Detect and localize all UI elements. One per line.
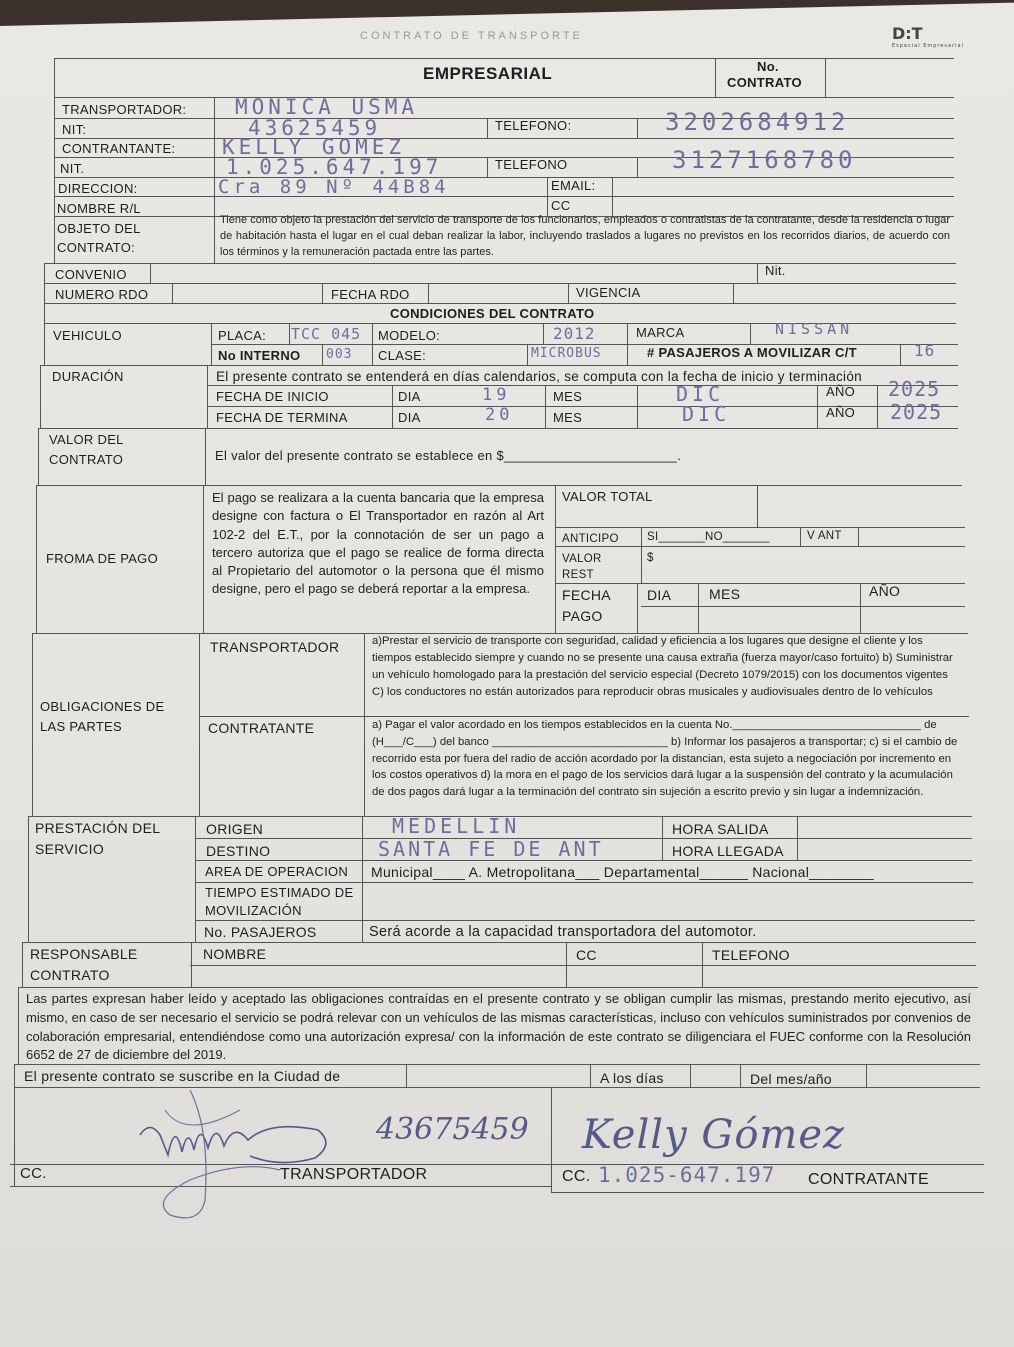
convenio-label: CONVENIO [55,267,127,282]
inicio-ano-value: 2025 [888,377,941,401]
obligaciones-transportador-text: a)Prestar el servicio de transporte con seguridad, calidad y eficiencia a los lugares que designe el cliente y los tiempos establecido siempre y cuando no se presente una causa extraña (fuerza mayor/caso fortuito) b) Suministrar un vehículo homologado para la prestación del servicio especial (Decreto 1079/2015) con los documentos vigentes C) los conductores no están autorizados para reproducir obras musicales y audiovisuales dentro de lo vehículos [372,635,953,698]
contract-number-label: No. [757,59,779,74]
valor-rest-label: VALOR [562,553,602,565]
form-title: EMPRESARIAL [423,64,553,83]
placa-value: TCC 045 [291,325,362,343]
valor-label-2: CONTRATO [49,452,124,467]
termina-ano-label: AÑO [826,405,856,420]
fecha-pago-label-2: PAGO [562,608,603,624]
obligaciones-label: OBLIGACIONES DE [40,699,165,714]
nombre-rl-label: NOMBRE R/L [57,201,141,216]
transportador-id-number: 43675459 [376,1112,529,1147]
modelo-value: 2012 [553,324,596,343]
modelo-label: MODELO: [378,328,441,343]
company-logo: D:T Especial Empresarial [892,24,964,49]
pago-ano-label: AÑO [869,583,901,599]
nit2-value: 1.025.647.197 [226,155,443,179]
fecha-termina-label: FECHA DE TERMINA [216,410,348,425]
cc-left-label: CC. [20,1165,47,1182]
pago-dia-label: DIA [647,587,672,603]
telefono2-value: 3127168780 [672,146,857,174]
contratante-value: KELLY GOMEZ [222,135,406,159]
table-background [0,0,1014,26]
pasajeros-movilizar-value: 16 [914,341,936,360]
contratante-sign-label: CONTRATANTE [808,1171,929,1188]
termina-dia-label: DIA [398,410,421,425]
faint-document-title: CONTRATO DE TRANSPORTE [360,30,583,42]
duracion-text: El presente contrato se entenderá en días calendarios, se computa con la fecha de inicio y terminación [216,369,862,384]
area-operacion-options: Municipal____ A. Metropolitana___ Departamental______ Nacional________ [371,864,874,880]
telefono2-label: TELEFONO [495,157,568,172]
closing-text: Las partes expresan haber leído y aceptado las obligaciones contraídas en el presente contrato y se obligan cumplir las mismas, prestando merito ejecutivo, así mismo, en caso de ser necesario el servicio se podrá relevar con un vehículos de las mismas características, incluso con vehículos suministrados por convenios de colaboración empresarial, entendiéndose como una autorización expresa/ con la información de este contrato se diligenciara el FUEC conforme con la Resolución 6652 de 27 de diciembre del 2019. [26,991,971,1063]
inicio-mes-value: DIC [676,382,725,406]
transportador-signature [130,1080,350,1230]
valor-text: El valor del presente contrato se establece en $_______________________. [215,448,682,463]
nit3-label: Nit. [765,263,786,278]
anticipo-no: NO_______ [705,531,770,543]
anticipo-label: ANTICIPO [562,533,619,545]
termina-mes-label: MES [553,410,583,425]
valor-rest-label-2: REST [562,569,594,581]
forma-pago-text: El pago se realizara a la cuenta bancaria que la empresa designe con factura o El Transportador en razón al Art 102-2 del E.T., por la connotación de ser un pago a tercero autoriza que el pago se realice de forma directa al Propietario del automotor o la persona que él mismo designe, pero el pago se deberá reportar a la empresa. [212,490,544,597]
area-operacion-label: AREA DE OPERACION [205,864,349,879]
destino-label: DESTINO [206,843,271,859]
contratante-id-number: 1.025-647.197 [598,1163,776,1187]
no-pasajeros-label: No. PASAJEROS [204,924,317,940]
responsable-telefono-label: TELEFONO [712,947,790,963]
obligaciones-contratante-text: a) Pagar el valor acordado en los tiempos establecidos en la cuenta No.______________________________ de (H___/C___) del banco ____________________________ b) Informar los pasajeros a transportar; c) si el cambio de recorrido esta por fuera del radio de acción acordado por la distancian, esta sujeto a negociación por incremento en los costos operativos d) la mora en el pago de los servicios dará lugar a la suspensión del contrato y la acumulación de dos pagos dará lugar a la terminación del contrato sin sujeción a escrito previo y sin lugar a indemnización. [372,719,958,799]
marca-label: MARCA [636,325,685,340]
placa-label: PLACA: [218,328,267,343]
inicio-mes-label: MES [553,389,583,404]
obligaciones-contratante-label: CONTRATANTE [208,720,315,736]
direccion-value: Cra 89 Nº 44B84 [218,176,450,198]
valor-total-label: VALOR TOTAL [562,489,653,504]
objeto-label: OBJETO DEL [57,221,141,236]
pasajeros-movilizar-label: # PASAJEROS A MOVILIZAR C/T [647,345,857,360]
nit-value: 43625459 [248,116,382,140]
vehiculo-label: VEHICULO [53,328,122,343]
condiciones-heading: CONDICIONES DEL CONTRATO [390,306,595,321]
prestacion-label-2: SERVICIO [35,841,105,857]
clase-label: CLASE: [378,348,427,363]
email-label: EMAIL: [551,178,596,193]
transportador-label: TRANSPORTADOR: [62,102,187,117]
inicio-ano-label: AÑO [826,384,856,399]
marca-value: NISSAN [775,320,854,338]
clase-value: MICROBUS [531,346,602,361]
anticipo-si: SI_______ [647,531,706,543]
fecha-rdo-label: FECHA RDO [331,287,410,302]
termina-ano-value: 2025 [890,400,943,424]
responsable-cc-label: CC [576,947,597,963]
forma-pago-label: FROMA DE PAGO [46,551,159,566]
objeto-label-2: CONTRATO: [57,240,136,255]
contratante-signature: Kelly Gómez [582,1112,846,1158]
no-pasajeros-text: Será acorde a la capacidad transportadora del automotor. [369,924,757,940]
interno-label: No INTERNO [218,348,301,363]
numero-rdo-label: NUMERO RDO [55,287,149,302]
v-ant-label: V ANT [807,530,842,542]
telefono-label: TELEFONO: [495,118,572,133]
nit-label: NIT: [62,122,87,137]
inicio-dia-label: DIA [398,389,421,404]
cc-right-label: CC. [562,1168,591,1185]
inicio-dia-value: 19 [482,385,511,405]
nit2-label: NIT. [60,161,85,176]
dias-label: A los días [600,1070,664,1086]
tiempo-estimado-label: TIEMPO ESTIMADO DE [205,885,354,900]
destino-value: SANTA FE DE ANT [378,837,604,861]
mes-ano-label: Del mes/año [750,1071,832,1087]
hora-llegada-label: HORA LLEGADA [672,843,784,859]
telefono-value: 3202684912 [665,108,850,136]
obligaciones-transportador-label: TRANSPORTADOR [210,639,340,655]
vigencia-label: VIGENCIA [576,285,641,300]
cc-label: CC [551,198,571,213]
contratante-label: CONTRANTANTE: [62,141,176,156]
obligaciones-label-2: LAS PARTES [40,719,122,734]
ciudad-label: El presente contrato se suscribe en la Ciudad de [24,1068,341,1084]
responsable-label-2: CONTRATO [30,967,110,983]
origen-value: MEDELLIN [392,814,521,838]
direccion-label: DIRECCION: [58,181,138,196]
pago-mes-label: MES [709,586,741,602]
fecha-inicio-label: FECHA DE INICIO [216,389,329,404]
transportador-value: MONICA USMA [235,95,419,119]
objeto-text: Tiene como objeto la prestación del servicio de transporte de los funcionarios, empleados o contratistas de la contratante, desde la residencia o lugar de habitación hasta el lugar en el cual deban realizar la labor, incluyendo traslados a lugares no previstos en los recorridos diarios, de acuerdo con los términos y la remuneración pactada entre las partes. [220,214,950,258]
hora-salida-label: HORA SALIDA [672,821,769,837]
contract-label: CONTRATO [727,75,802,90]
transportador-sign-label: TRANSPORTADOR [280,1166,428,1183]
valor-rest-dollar: $ [647,552,654,564]
duracion-label: DURACIÓN [52,369,124,384]
fecha-pago-label: FECHA [562,587,611,603]
tiempo-estimado-label-2: MOVILIZACIÓN [205,903,302,918]
prestacion-label: PRESTACIÓN DEL [35,820,161,836]
termina-dia-value: 20 [485,405,514,425]
responsable-label: RESPONSABLE [30,946,138,962]
responsable-nombre-label: NOMBRE [203,946,267,962]
termina-mes-value: DIC [682,402,731,426]
origen-label: ORIGEN [206,821,264,837]
interno-value: 003 [326,347,353,362]
valor-label: VALOR DEL [49,432,124,447]
